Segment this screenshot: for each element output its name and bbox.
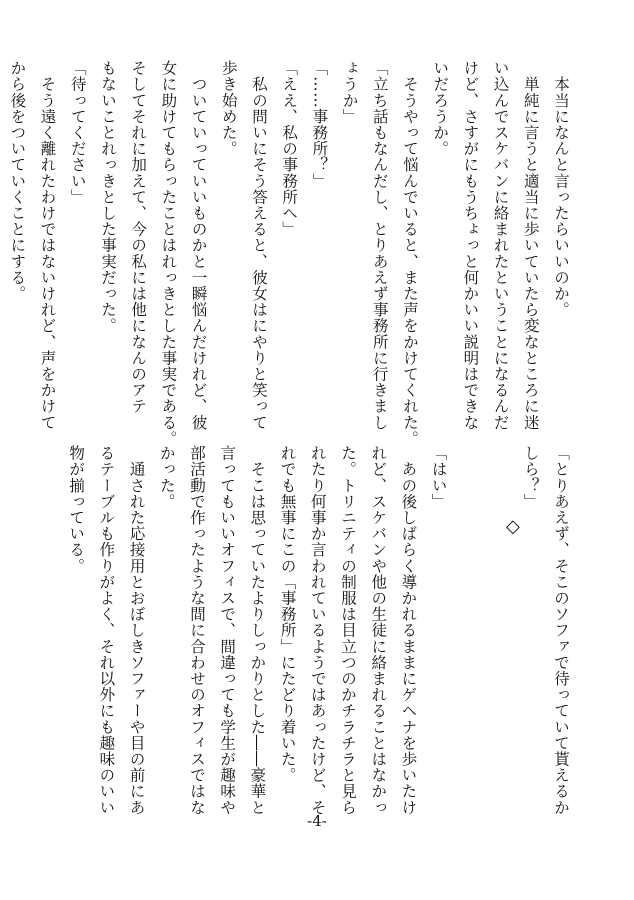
- text-line: もないことれっきとした事実だった。: [98, 60, 117, 334]
- text-line: そうやって悩んでいると、また声をかけてくれた。: [400, 60, 419, 447]
- text-line: 私の問いにそう答えると、彼女はにやりと笑って: [249, 60, 268, 431]
- text-line: そこは思っていたよりしっかりとした――豪華と: [248, 445, 267, 816]
- text-line: た。トリニティの制服は目立つのかチラチラと見ら: [338, 445, 357, 816]
- text-line: そしてそれに加えて、今の私には他になんのアテ: [129, 60, 148, 415]
- text-line: 言ってもいいオフィスで、間違っても学生が趣味や: [218, 445, 237, 816]
- scene-break-mark: ◇: [506, 516, 520, 537]
- text-line: いだろうか。: [431, 60, 450, 157]
- text-line: ょうか」: [340, 60, 359, 125]
- text-line: [0, 60, 2, 394]
- text-line: れど、スケバンや他の生徒に絡まれることはなかっ: [369, 445, 388, 816]
- text-line: れでも無事にこの「事務所」にたどり着いた。: [278, 445, 297, 784]
- text-line: れたり何事か言われているようではあったけど、そ: [308, 445, 327, 816]
- text-line: 物が揃っている。: [67, 445, 86, 574]
- text-line: 女に助けてもらったことはれっきとした事実である。: [159, 60, 178, 447]
- text-line: けど、さすがにもうちょっと何かいい説明はできな: [461, 60, 480, 431]
- text-line: 「とりあえず、そこのソファで待っていて貰えるか: [552, 445, 570, 816]
- text-line: 通された応接用とおぼしきソファーや目の前にあ: [127, 445, 146, 816]
- page-number: -4-: [307, 812, 327, 830]
- text-line: 「はい」: [429, 445, 448, 510]
- lower-text-block: [61, 445, 576, 816]
- text-line: るテーブルも作りがよく、それ以外にも趣味のいい: [97, 445, 116, 816]
- text-line: そう遠く離れたわけではないけれど、声をかけて: [38, 60, 57, 431]
- text-line: から後をついていくことにする。: [8, 60, 27, 302]
- text-line: い込んでスケバンに絡まれたということになるんだ: [491, 60, 510, 431]
- text-line: 「ええ、私の事務所へ」: [280, 60, 299, 238]
- text-line: 単純に言うと適当に歩いていたら変なところに迷: [521, 60, 540, 431]
- text-line: あの後しばらく導かれるままにゲヘナを歩いたけ: [399, 445, 418, 816]
- text-line: 「待ってください」: [68, 60, 87, 205]
- text-line: 歩き始めた。: [219, 60, 238, 157]
- upper-text-block: [0, 60, 576, 447]
- text-line: かった。: [157, 445, 176, 510]
- text-line: ついていっていいものかと一瞬悩んだけれど、彼: [189, 60, 208, 431]
- text-line: 「……事務所？」: [310, 60, 329, 189]
- text-line: 「立ち話もなんだし、とりあえず事務所に行きまし: [370, 60, 389, 431]
- text-line: 部活動で作ったような間に合わせのオフィスではな: [187, 445, 206, 816]
- text-line: しら？」: [521, 445, 540, 510]
- text-line: 本当になんと言ったらいいのか。: [552, 60, 570, 318]
